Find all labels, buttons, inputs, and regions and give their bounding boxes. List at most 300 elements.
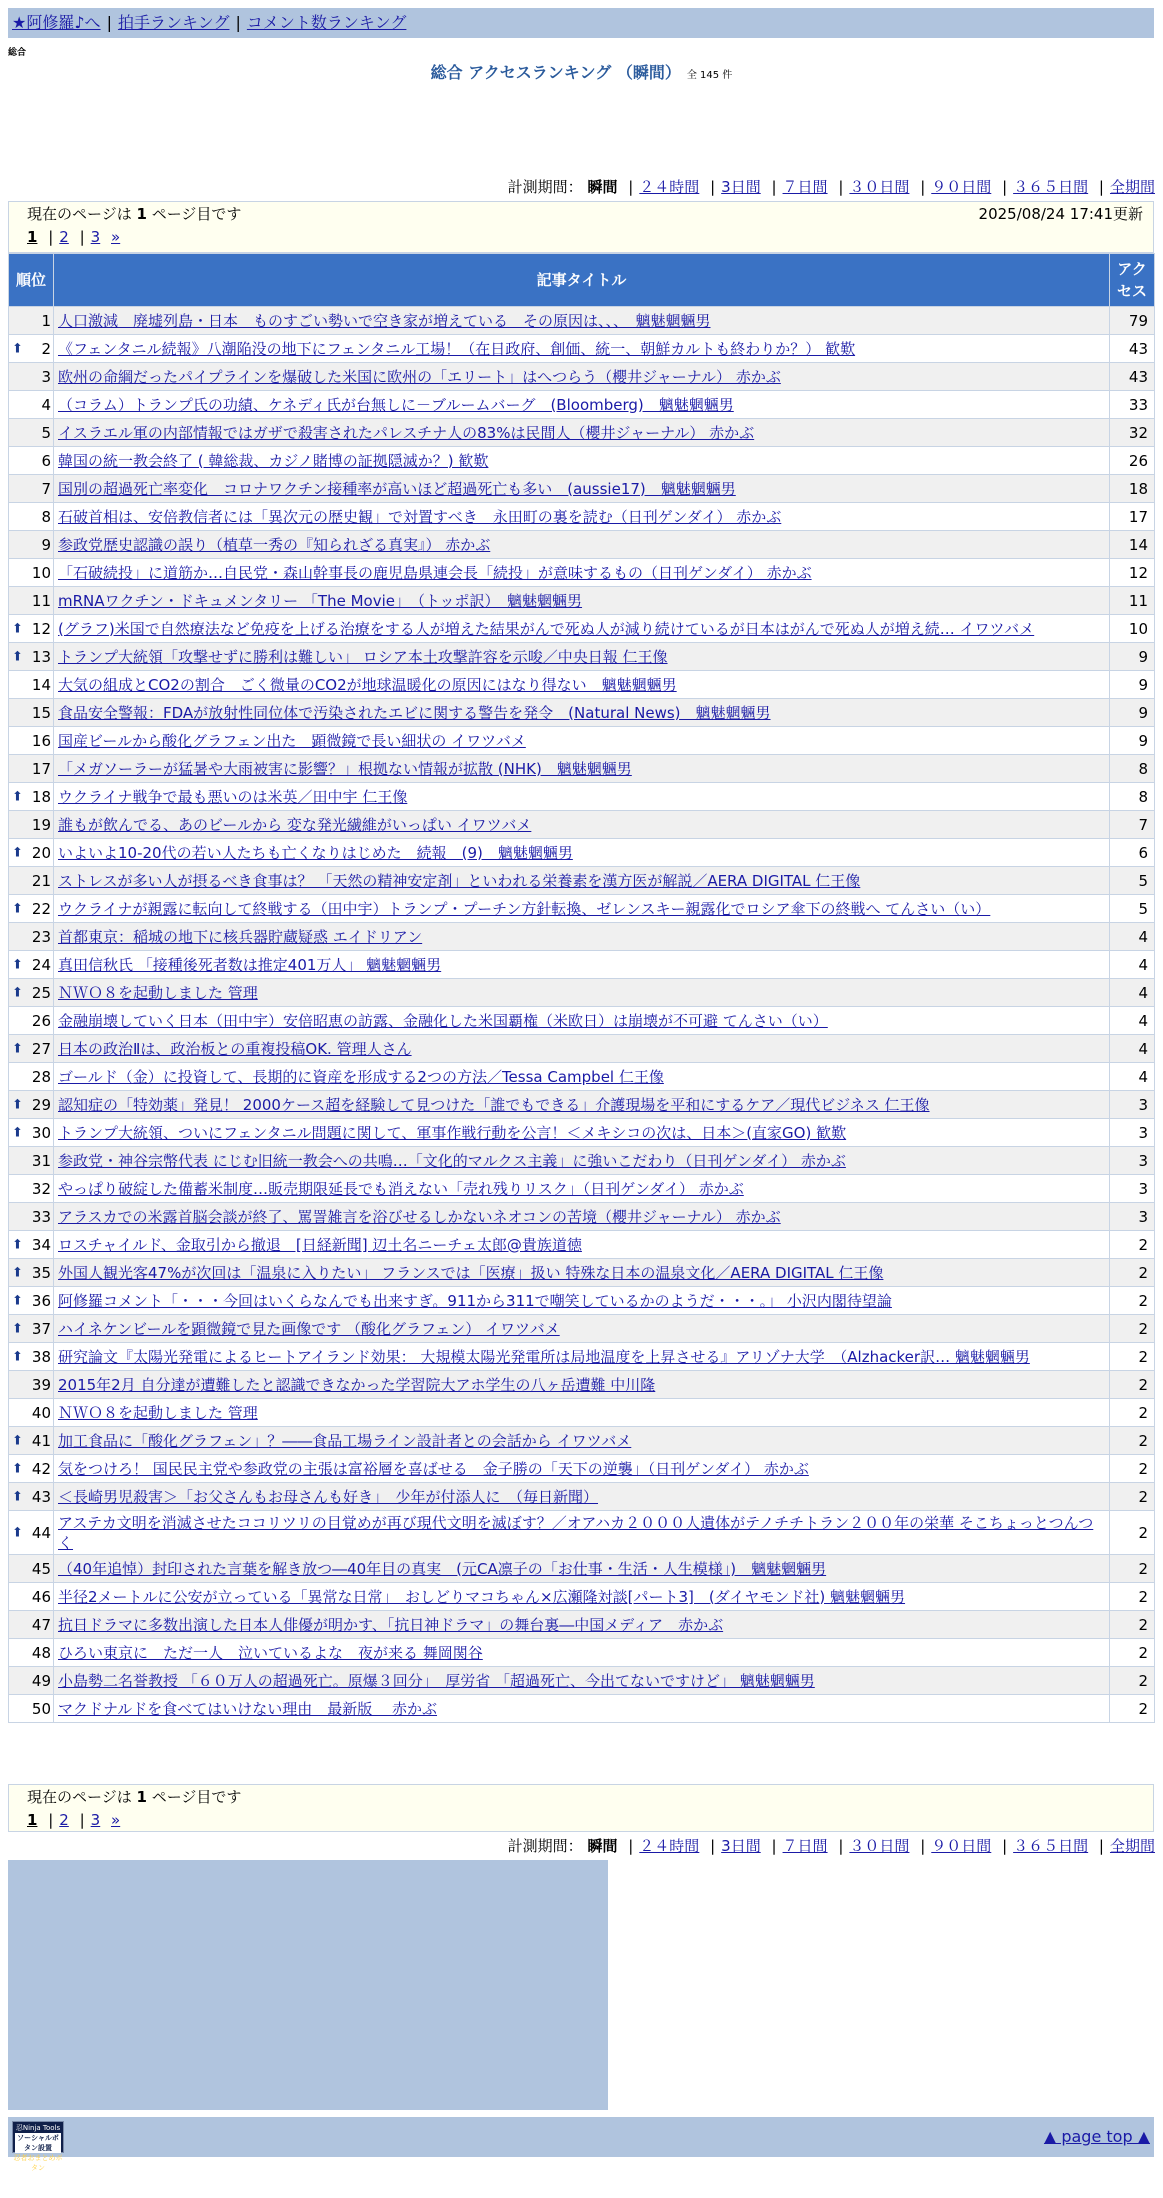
period-label: 計測期間： [507, 1837, 583, 1855]
rank-number: 7 [41, 479, 51, 498]
rank-cell [9, 1583, 54, 1611]
title-cell [54, 587, 1110, 615]
access-count: 2 [1110, 1639, 1155, 1667]
rank-cell [9, 1315, 54, 1343]
up-arrow-icon: ⬆ [12, 1237, 23, 1252]
period-3d-link[interactable]: 3日間 [721, 1837, 761, 1855]
table-row [9, 363, 1155, 391]
title-cell [54, 559, 1110, 587]
rank-cell [9, 923, 54, 951]
rank-cell [9, 783, 54, 811]
table-row [9, 1343, 1155, 1371]
rank-number: 37 [31, 1319, 51, 1338]
access-count: 12 [1110, 559, 1155, 587]
article-link[interactable]: 参政党歴史認識の誤り（植草一秀の『知られざる真実』） 赤かぶ [58, 535, 491, 554]
rank-cell [9, 867, 54, 895]
rank-cell [9, 1119, 54, 1147]
access-count: 2 [1110, 1695, 1155, 1723]
article-link[interactable]: ストレスが多い人が摂るべき食事は？ 「天然の精神安定剤」といわれる栄養素を漢方医が解説／AERA DIGITAL 仁王像 [58, 871, 861, 890]
article-link[interactable]: ゴールド（金）に投資して、長期的に資産を形成する2つの方法／Tessa Campbel 仁王像 [58, 1067, 664, 1086]
access-count: 18 [1110, 475, 1155, 503]
access-count: 9 [1110, 699, 1155, 727]
rank-number: 46 [31, 1587, 51, 1606]
up-arrow-icon: ⬆ [12, 341, 23, 356]
access-count: 9 [1110, 727, 1155, 755]
page-link-current[interactable]: 1 [27, 1811, 38, 1829]
access-count: 8 [1110, 755, 1155, 783]
article-link[interactable]: やっぱり破綻した備蓄米制度…販売期限延長でも消えない「売れ残りリスク」（日刊ゲンダイ） 赤かぶ [58, 1179, 744, 1198]
rank-cell [9, 1091, 54, 1119]
table-row [9, 391, 1155, 419]
access-count: 9 [1110, 643, 1155, 671]
table-row [9, 755, 1155, 783]
table-row [9, 643, 1155, 671]
title-cell [54, 1483, 1110, 1511]
rank-cell [9, 1555, 54, 1583]
rank-cell [9, 1483, 54, 1511]
rank-number: 11 [31, 591, 51, 610]
home-link[interactable]: ★阿修羅♪へ [12, 13, 101, 32]
article-link[interactable]: ひろい東京に ただ一人 泣いているよな 夜が来る 舞岡関谷 [58, 1643, 483, 1662]
access-count: 2 [1110, 1511, 1155, 1555]
period-selector-bottom: 計測期間： 瞬間 | ２４時間 | 3日間 | ７日間 | ３０日間 | ９０日間 | ３６５日間 | 全期間 [507, 1837, 1155, 1855]
count-header: アクセス [1110, 254, 1155, 307]
article-link[interactable]: マクドナルドを食べてはいけない理由 最新版 赤かぶ [58, 1699, 438, 1718]
rank-number: 14 [31, 675, 51, 694]
rank-number: 39 [31, 1375, 51, 1394]
period-365d-link[interactable]: ３６５日間 [1013, 178, 1089, 196]
title-cell [54, 1063, 1110, 1091]
table-row [9, 1315, 1155, 1343]
table-row [9, 839, 1155, 867]
rank-cell [9, 951, 54, 979]
access-count: 2 [1110, 1427, 1155, 1455]
rank-cell [9, 755, 54, 783]
rank-number: 42 [31, 1459, 51, 1478]
article-link[interactable]: 国別の超過死亡率変化 コロナワクチン接種率が高いほど超過死亡も多い (aussie17) 魑魅魍魎男 [58, 479, 736, 498]
period-90d-link[interactable]: ９０日間 [931, 178, 992, 196]
up-arrow-icon: ⬆ [12, 1041, 23, 1056]
access-count: 43 [1110, 363, 1155, 391]
page-link-2[interactable]: 2 [59, 228, 69, 246]
rank-cell [9, 1455, 54, 1483]
rank-number: 5 [41, 423, 51, 442]
page-title-text: 総合 アクセスランキング （瞬間） [430, 63, 681, 82]
article-link[interactable]: (グラフ)米国で自然療法など免疫を上げる治療をする人が増えた結果がんで死ぬ人が減り続けているが日本はがんで死ぬ人が増え続… イワツバメ [58, 619, 1035, 638]
page-info-bottom [8, 1784, 1154, 1832]
access-count: 7 [1110, 811, 1155, 839]
page-top-link[interactable]: ▲ page top ▲ [1043, 2127, 1150, 2146]
rank-cell [9, 1035, 54, 1063]
title-cell [54, 1455, 1110, 1483]
rank-cell [9, 1371, 54, 1399]
article-link[interactable]: 加工食品に「酸化グラフェン」？――食品工場ライン設計者との会話から イワツバメ [58, 1431, 632, 1450]
rank-cell [9, 531, 54, 559]
up-arrow-icon: ⬆ [12, 1097, 23, 1112]
article-link[interactable]: 大気の組成とCO2の割合 ごく微量のCO2が地球温暖化の原因にはなり得ない 魑魅魍魎男 [58, 675, 677, 694]
up-arrow-icon: ⬆ [12, 1433, 23, 1448]
period-365d-link[interactable]: ３６５日間 [1013, 1837, 1089, 1855]
article-link[interactable]: 抗日ドラマに多数出演した日本人俳優が明かす、「抗日神ドラマ」の舞台裏―中国メディア 赤かぶ [58, 1615, 724, 1634]
rank-number: 24 [31, 955, 51, 974]
access-count: 3 [1110, 1175, 1155, 1203]
rank-number: 18 [31, 787, 51, 806]
access-count: 5 [1110, 895, 1155, 923]
rank-number: 48 [31, 1643, 51, 1662]
table-row [9, 1371, 1155, 1399]
article-link[interactable]: （コラム）トランプ氏の功績、ケネディ氏が台無しに－ブルームバーグ (Bloomberg) 魑魅魍魎男 [58, 395, 734, 414]
clap-ranking-link[interactable]: 拍手ランキング [117, 13, 230, 32]
access-count: 2 [1110, 1399, 1155, 1427]
period-current: 瞬間 [587, 1837, 618, 1855]
table-row [9, 1555, 1155, 1583]
article-link[interactable]: ＮＷＯ８を起動しました 管理 [58, 983, 258, 1002]
article-link[interactable]: 研究論文『太陽光発電によるヒートアイランド効果： 大規模太陽光発電所は局地温度を上昇させる』アリゾナ大学 （Alzhacker訳… 魑魅魍魎男 [58, 1347, 1030, 1366]
article-link[interactable]: 石破首相は、安倍教信者には「異次元の歴史観」で対置すべき 永田町の裏を読む（日刊ゲンダイ） 赤かぶ [58, 507, 782, 526]
table-row [9, 979, 1155, 1007]
rank-number: 17 [31, 759, 51, 778]
title-cell [54, 419, 1110, 447]
pagination-top: 1 | 2 | 3 » [27, 228, 121, 246]
table-row [9, 1639, 1155, 1667]
access-count: 2 [1110, 1455, 1155, 1483]
up-arrow-icon: ⬆ [12, 649, 23, 664]
article-link[interactable]: イスラエル軍の内部情報ではガザで殺害されたパレスチナ人の83%は民間人（櫻井ジャーナル） 赤かぶ [58, 423, 755, 442]
period-90d-link[interactable]: ９０日間 [931, 1837, 992, 1855]
title-cell [54, 1583, 1110, 1611]
title-cell [54, 1555, 1110, 1583]
period-24h-link[interactable]: ２４時間 [639, 1837, 700, 1855]
access-count: 4 [1110, 1063, 1155, 1091]
article-link[interactable]: 《フェンタニル続報》八潮陥没の地下にフェンタニル工場！（在日政府、創価、統一、朝鮮カルトも終わりか？） 歓歎 [58, 339, 856, 358]
access-count: 4 [1110, 979, 1155, 1007]
title-cell [54, 923, 1110, 951]
article-link[interactable]: ロスチャイルド、金取引から撤退 [日経新聞] 辺土名ニーチェ太郎@貴族道徳 [58, 1235, 582, 1254]
article-link[interactable]: 韓国の統一教会終了 ( 韓総裁、カジノ賭博の証拠隠滅か？) 歓歎 [58, 451, 489, 470]
title-cell [54, 839, 1110, 867]
access-count: 3 [1110, 1203, 1155, 1231]
up-arrow-icon: ⬆ [12, 901, 23, 916]
table-row [9, 727, 1155, 755]
article-link[interactable]: ＮＷＯ８を起動しました 管理 [58, 1403, 258, 1422]
table-row [9, 1119, 1155, 1147]
rank-cell [9, 1175, 54, 1203]
page-link-2[interactable]: 2 [59, 1811, 69, 1829]
table-row [9, 1091, 1155, 1119]
rank-number: 49 [31, 1671, 51, 1690]
rank-number: 15 [31, 703, 51, 722]
title-cell [54, 811, 1110, 839]
period-7d-link[interactable]: ７日間 [782, 1837, 828, 1855]
rank-number: 3 [41, 367, 51, 386]
next-page-link[interactable]: » [111, 1811, 121, 1829]
table-row [9, 1231, 1155, 1259]
table-row [9, 923, 1155, 951]
ninja-tools-badge[interactable] [12, 2121, 64, 2172]
access-count: 2 [1110, 1667, 1155, 1695]
rank-cell [9, 1399, 54, 1427]
access-count: 17 [1110, 503, 1155, 531]
access-count: 11 [1110, 587, 1155, 615]
rank-number: 38 [31, 1347, 51, 1366]
rank-number: 30 [31, 1123, 51, 1142]
period-3d-link[interactable]: 3日間 [721, 178, 761, 196]
table-row [9, 1035, 1155, 1063]
article-link[interactable]: 半径2メートルに公安が立っている「異常な日常」 おしどりマコちゃん×広瀬隆対談[パート3] (ダイヤモンド社) 魑魅魍魎男 [58, 1587, 906, 1606]
page-suffix: ページ目です [151, 205, 242, 223]
rank-cell [9, 1231, 54, 1259]
access-count: 2 [1110, 1343, 1155, 1371]
access-count: 5 [1110, 867, 1155, 895]
rank-cell [9, 979, 54, 1007]
rank-number: 43 [31, 1487, 51, 1506]
access-count: 2 [1110, 1371, 1155, 1399]
article-link[interactable]: 阿修羅コメント「・・・今回はいくらなんでも出来すぎ。911から311で嘲笑しているかのようだ・・・。」 小沢内閣待望論 [58, 1291, 892, 1310]
title-cell [54, 1231, 1110, 1259]
up-arrow-icon: ⬆ [12, 1489, 23, 1504]
table-row [9, 1203, 1155, 1231]
period-30d-link[interactable]: ３０日間 [849, 178, 910, 196]
rank-cell [9, 503, 54, 531]
page-number: 1 [136, 205, 147, 223]
rank-number: 1 [41, 311, 51, 330]
title-cell [54, 363, 1110, 391]
up-arrow-icon: ⬆ [12, 1265, 23, 1280]
nav-separator: | [235, 13, 241, 32]
table-row [9, 1287, 1155, 1315]
article-link[interactable]: ＜長崎男児殺害＞「お父さんもお母さんも好き」 少年が付添人に （毎日新聞） [58, 1487, 599, 1506]
rank-cell [9, 1343, 54, 1371]
rank-number: 26 [31, 1011, 51, 1030]
table-row [9, 783, 1155, 811]
page-link-current[interactable]: 1 [27, 228, 38, 246]
access-count: 6 [1110, 839, 1155, 867]
table-row [9, 1175, 1155, 1203]
next-page-link[interactable]: » [111, 228, 121, 246]
rank-cell [9, 1203, 54, 1231]
article-link[interactable]: 2015年2月 自分達が遭難したと認識できなかった学習院大アホ学生の八ヶ岳遭難 中川隆 [58, 1375, 656, 1394]
rank-cell [9, 559, 54, 587]
title-cell [54, 1695, 1110, 1723]
table-row [9, 1063, 1155, 1091]
period-30d-link[interactable]: ３０日間 [849, 1837, 910, 1855]
rank-cell [9, 1063, 54, 1091]
rank-number: 29 [31, 1095, 51, 1114]
rank-cell [9, 447, 54, 475]
table-row [9, 867, 1155, 895]
table-row [9, 1667, 1155, 1695]
badge-top-text: 忍Ninja Tools [15, 2124, 61, 2132]
rank-cell [9, 1147, 54, 1175]
category-label: 総合 [8, 48, 27, 58]
period-label: 計測期間： [507, 178, 583, 196]
table-row [9, 1483, 1155, 1511]
up-arrow-icon: ⬆ [12, 985, 23, 1000]
title-cell [54, 307, 1110, 335]
up-arrow-icon: ⬆ [12, 789, 23, 804]
article-link[interactable]: 欧州の命綱だったパイプラインを爆破した米国に欧州の「エリート」はへつらう（櫻井ジャーナル） 赤かぶ [58, 367, 781, 386]
rank-number: 13 [31, 647, 51, 666]
rank-number: 44 [31, 1523, 51, 1542]
article-link[interactable]: 認知症の「特効薬」発見！ 2000ケース超を経験して見つけた「誰でもできる」介護現場を平和にするケア／現代ビジネス 仁王像 [58, 1095, 930, 1114]
title-cell [54, 1371, 1110, 1399]
rank-number: 32 [31, 1179, 51, 1198]
access-count: 2 [1110, 1611, 1155, 1639]
title-header: 記事タイトル [54, 254, 1110, 307]
rank-number: 45 [31, 1559, 51, 1578]
title-cell [54, 391, 1110, 419]
table-row [9, 1455, 1155, 1483]
article-link[interactable]: 小島勢二名誉教授 「６０万人の超過死亡。原爆３回分」 厚労省 「超過死亡、今出てないですけど」 魑魅魍魎男 [58, 1671, 815, 1690]
page-link-3[interactable]: 3 [90, 1811, 101, 1829]
article-link[interactable]: 金融崩壊していく日本（田中宇）安倍昭恵の訪露、金融化した米国覇権（米欧日）は崩壊が不可避 てんさい（い） [58, 1011, 828, 1030]
table-row [9, 1511, 1155, 1555]
title-cell [54, 1315, 1110, 1343]
ad-placeholder [8, 1860, 608, 2110]
article-link[interactable]: 気をつけろ！ 国民民主党や参政党の主張は富裕層を喜ばせる 金子勝の「天下の逆襲」（日刊ゲンダイ） 赤かぶ [58, 1459, 809, 1478]
badge-mid-text: ソーシャルボタン設置 [15, 2133, 61, 2153]
article-link[interactable]: ウクライナが親露に転向して終戦する（田中宇）トランプ・プーチン方針転換、ゼレンスキー親露化でロシア傘下の終戦へ てんさい（い） [58, 899, 991, 918]
rank-number: 20 [31, 843, 51, 862]
table-row [9, 1611, 1155, 1639]
article-link[interactable]: 外国人観光客47%が次回は「温泉に入りたい」 フランスでは「医療」扱い 特殊な日本の温泉文化／AERA DIGITAL 仁王像 [58, 1263, 884, 1282]
access-count: 33 [1110, 391, 1155, 419]
table-row [9, 559, 1155, 587]
up-arrow-icon: ⬆ [12, 621, 23, 636]
article-link[interactable]: 「メガソーラーが猛暑や大雨被害に影響？」根拠ない情報が拡散 (NHK) 魑魅魍魎男 [58, 759, 632, 778]
access-count: 3 [1110, 1091, 1155, 1119]
rank-number: 35 [31, 1263, 51, 1282]
rank-cell [9, 1259, 54, 1287]
article-link[interactable]: トランプ大統領、ついにフェンタニル問題に関して、軍事作戦行動を公言！＜メキシコの次は、日本＞(直家GO) 歓歎 [58, 1123, 847, 1142]
access-count: 2 [1110, 1259, 1155, 1287]
title-cell [54, 335, 1110, 363]
title-cell [54, 1611, 1110, 1639]
article-link[interactable]: 人口激減 廃墟列島・日本 ものすごい勢いで空き家が増えている その原因は、、、 魑魅魍魎男 [58, 311, 711, 330]
table-row [9, 307, 1155, 335]
rank-number: 2 [41, 339, 51, 358]
title-cell [54, 1399, 1110, 1427]
ranking-body [9, 307, 1155, 1723]
title-cell [54, 979, 1110, 1007]
access-count: 4 [1110, 1035, 1155, 1063]
title-cell [54, 1035, 1110, 1063]
access-count: 43 [1110, 335, 1155, 363]
rank-number: 16 [31, 731, 51, 750]
table-row [9, 895, 1155, 923]
period-selector-top: 計測期間： 瞬間 | ２４時間 | 3日間 | ７日間 | ３０日間 | ９０日間 | ３６５日間 | 全期間 [507, 178, 1155, 196]
rank-cell [9, 307, 54, 335]
up-arrow-icon: ⬆ [12, 845, 23, 860]
up-arrow-icon: ⬆ [12, 1321, 23, 1336]
table-row [9, 447, 1155, 475]
period-all-link[interactable]: 全期間 [1109, 178, 1155, 196]
article-link[interactable]: 参政党・神谷宗幣代表 にじむ旧統一教会への共鳴…「文化的マルクス主義」に強いこだわり（日刊ゲンダイ） 赤かぶ [58, 1151, 846, 1170]
rank-cell [9, 1427, 54, 1455]
article-link[interactable]: 真田信秋氏 「接種後死者数は推定401万人」 魑魅魍魎男 [58, 955, 442, 974]
rank-number: 25 [31, 983, 51, 1002]
article-link[interactable]: ウクライナ戦争で最も悪いのは米英／田中宇 仁王像 [58, 787, 408, 806]
table-row [9, 1583, 1155, 1611]
table-row [9, 335, 1155, 363]
up-arrow-icon: ⬆ [12, 1293, 23, 1308]
title-cell [54, 727, 1110, 755]
article-link[interactable]: 首都東京：稲城の地下に核兵器貯蔵疑惑 エイドリアン [58, 927, 423, 946]
article-link[interactable]: 食品安全警報：FDAが放射性同位体で汚染されたエビに関する警告を発令 (Natural News) 魑魅魍魎男 [58, 703, 771, 722]
page-prefix: 現在のページは [27, 1788, 132, 1806]
up-arrow-icon: ⬆ [12, 1461, 23, 1476]
article-link[interactable]: トランプ大統領「攻撃せずに勝利は難しい」 ロシア本土攻撃許容を示唆／中央日報 仁王像 [58, 647, 668, 666]
access-count: 2 [1110, 1287, 1155, 1315]
article-link[interactable]: mRNAワクチン・ドキュメンタリー 「The Movie」 （トッポ訳） 魑魅魍魎男 [58, 591, 583, 610]
article-link[interactable]: アラスカでの米露首脳会談が終了、罵詈雑言を浴びせるしかないネオコンの苦境（櫻井ジャーナル） 赤かぶ [58, 1207, 781, 1226]
access-count: 4 [1110, 1007, 1155, 1035]
table-row [9, 503, 1155, 531]
title-cell [54, 503, 1110, 531]
title-cell [54, 1259, 1110, 1287]
rank-header: 順位 [9, 254, 54, 307]
rank-cell [9, 419, 54, 447]
rank-number: 31 [31, 1151, 51, 1170]
total-count: 全 145 件 [686, 70, 733, 81]
rank-number: 6 [41, 451, 51, 470]
rank-number: 10 [31, 563, 51, 582]
article-link[interactable]: 日本の政治Ⅱは、政治板との重複投稿OK. 管理人さん [58, 1039, 412, 1058]
page-title [0, 60, 1163, 83]
title-cell [54, 1007, 1110, 1035]
period-24h-link[interactable]: ２４時間 [639, 178, 700, 196]
title-cell [54, 531, 1110, 559]
period-7d-link[interactable]: ７日間 [782, 178, 828, 196]
page-prefix: 現在のページは [27, 205, 132, 223]
access-count: 10 [1110, 615, 1155, 643]
rank-number: 9 [41, 535, 51, 554]
title-cell [54, 1203, 1110, 1231]
rank-cell [9, 839, 54, 867]
title-cell [54, 755, 1110, 783]
table-row [9, 1427, 1155, 1455]
article-link[interactable]: 国産ビールから酸化グラフェン出た 顕微鏡で長い細状の イワツバメ [58, 731, 526, 750]
access-count: 8 [1110, 783, 1155, 811]
access-count: 2 [1110, 1483, 1155, 1511]
article-link[interactable]: （40年追悼）封印された言葉を解き放つ―40年目の真実 (元CA凛子の「お仕事・生活・人生模様」) 魑魅魍魎男 [58, 1559, 827, 1578]
rank-number: 23 [31, 927, 51, 946]
title-cell [54, 699, 1110, 727]
article-link[interactable]: いよいよ10-20代の若い人たちも亡くなりはじめた 続報 (9) 魑魅魍魎男 [58, 843, 573, 862]
article-link[interactable]: 「石破続投」に道筋か…自民党・森山幹事長の鹿児島県連会長「続投」が意味するもの（日刊ゲンダイ） 赤かぶ [58, 563, 812, 582]
title-cell [54, 1091, 1110, 1119]
up-arrow-icon: ⬆ [12, 1125, 23, 1140]
title-cell [54, 1343, 1110, 1371]
comment-ranking-link[interactable]: コメント数ランキング [246, 13, 407, 32]
access-count: 3 [1110, 1147, 1155, 1175]
rank-number: 40 [31, 1403, 51, 1422]
article-link[interactable]: ハイネケンビールを顕微鏡で見た画像です （酸化グラフェン） イワツバメ [58, 1319, 560, 1338]
updated-time: 2025/08/24 17:41更新 [978, 205, 1143, 223]
title-cell [54, 1511, 1110, 1555]
rank-number: 36 [31, 1291, 51, 1310]
page-number: 1 [136, 1788, 147, 1806]
rank-number: 22 [31, 899, 51, 918]
article-link[interactable]: アステカ文明を消滅させたココリツリの目覚めが再び現代文明を滅ぼす？／オアハカ２０００人遺体がテノチチトラン２００年の栄華 そこちょっとつんつく [58, 1513, 1094, 1552]
access-count: 32 [1110, 419, 1155, 447]
page-link-3[interactable]: 3 [90, 228, 101, 246]
article-link[interactable]: 誰もが飲んでる、あのビールから 変な発光繊維がいっぱい イワツバメ [58, 815, 532, 834]
rank-cell [9, 895, 54, 923]
period-all-link[interactable]: 全期間 [1109, 1837, 1155, 1855]
table-row [9, 1259, 1155, 1287]
rank-number: 12 [31, 619, 51, 638]
